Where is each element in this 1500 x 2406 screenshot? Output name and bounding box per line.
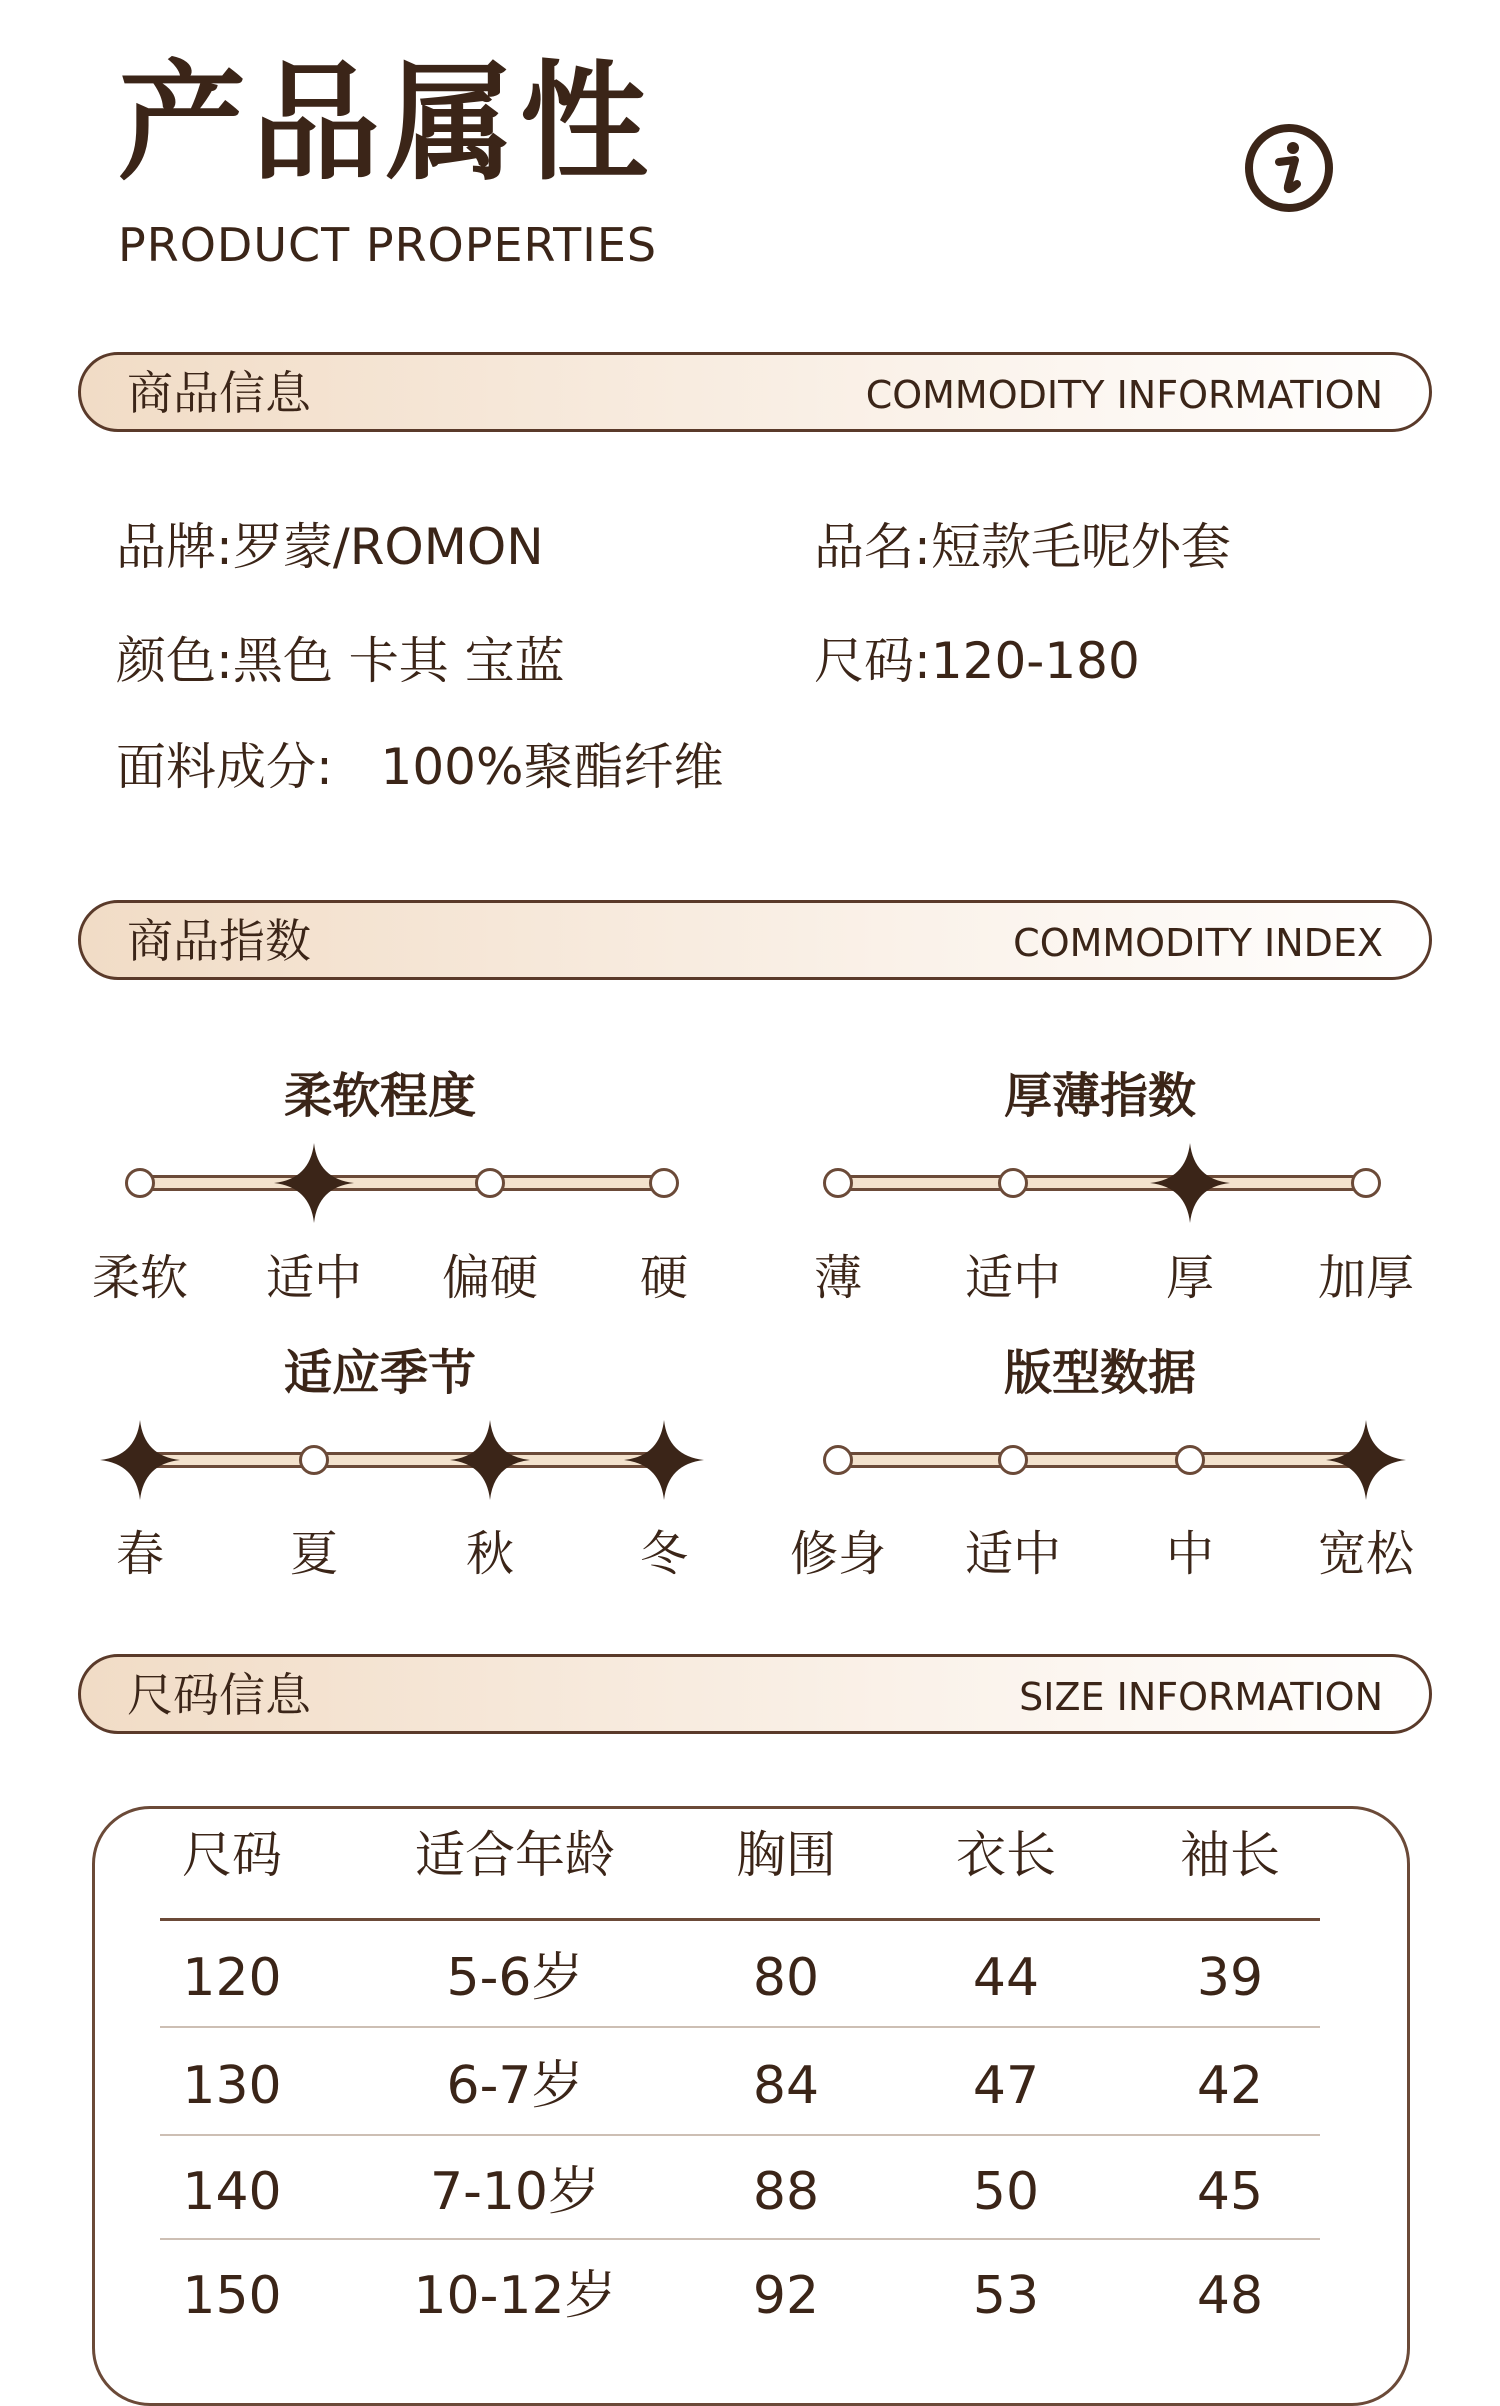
table-cell: 140 [182,2162,282,2222]
section-title-cn: 商品指数 [127,914,311,968]
index-option-label: 宽松 [1317,1526,1415,1582]
index-option-label: 加厚 [1317,1250,1415,1306]
index-dot [299,1445,329,1475]
table-cell: 47 [972,2056,1040,2116]
section-header-commodity-info [78,352,1432,432]
section-title-cn: 商品信息 [127,366,311,420]
table-cell: 88 [752,2162,820,2222]
table-header-cell: 袖长 [1180,1826,1280,1884]
table-cell: 92 [752,2266,820,2326]
index-title: 厚薄指数 [1003,1068,1197,1124]
info-icon[interactable] [1243,122,1335,214]
table-cell: 80 [752,1948,820,2008]
selected-star-icon [448,1418,532,1502]
table-cell: 5-6岁 [446,1948,584,2008]
table-cell: 48 [1196,2266,1264,2326]
page-subtitle: PRODUCT PROPERTIES [118,218,658,272]
index-track [838,1452,1366,1468]
color-text: 颜色:黑色 卡其 宝蓝 [116,632,565,690]
selected-star-icon [1324,1418,1408,1502]
table-header-cell: 胸围 [736,1826,836,1884]
index-option-label: 薄 [813,1250,863,1306]
section-title-en: SIZE INFORMATION [1019,1675,1383,1719]
section-title-cn: 尺码信息 [127,1668,311,1722]
table-cell: 50 [972,2162,1040,2222]
table-cell: 39 [1196,1948,1264,2008]
brand-text: 品牌:罗蒙/ROMON [116,518,544,576]
selected-star-icon [1148,1141,1232,1225]
index-option-label: 修身 [789,1526,887,1582]
table-cell: 6-7岁 [446,2056,584,2116]
selected-star-icon [622,1418,706,1502]
index-dot [998,1445,1028,1475]
table-cell: 84 [752,2056,820,2116]
index-title: 版型数据 [1003,1345,1197,1401]
index-option-label: 冬 [639,1526,689,1582]
section-title-en: COMMODITY INFORMATION [865,373,1383,417]
index-option-label: 适中 [964,1526,1062,1582]
table-cell: 44 [972,1948,1040,2008]
table-divider [160,1918,1320,1921]
selected-star-icon [272,1141,356,1225]
index-dot [1175,1445,1205,1475]
table-cell: 10-12岁 [413,2266,617,2326]
index-option-label: 柔软 [91,1250,189,1306]
table-cell: 53 [972,2266,1040,2326]
index-option-label: 中 [1165,1526,1215,1582]
size-range-text: 尺码:120-180 [814,632,1140,690]
index-option-label: 偏硬 [441,1250,539,1306]
section-header-size-info [78,1654,1432,1734]
index-option-label: 春 [115,1526,165,1582]
table-cell: 150 [182,2266,282,2326]
index-dot [649,1168,679,1198]
table-divider [160,2238,1320,2240]
index-title: 柔软程度 [283,1068,477,1124]
index-dot [998,1168,1028,1198]
index-track [140,1175,664,1191]
fabric-text: 面料成分: 100%聚酯纤维 [116,738,724,796]
index-title: 适应季节 [283,1345,477,1401]
table-divider [160,2134,1320,2136]
index-dot [125,1168,155,1198]
section-title-en: COMMODITY INDEX [1013,921,1383,965]
table-cell: 42 [1196,2056,1264,2116]
table-cell: 7-10岁 [429,2162,601,2222]
index-option-label: 适中 [964,1250,1062,1306]
table-cell: 45 [1196,2162,1264,2222]
index-option-label: 硬 [639,1250,689,1306]
index-track [140,1452,664,1468]
section-header-commodity-index [78,900,1432,980]
table-header-cell: 衣长 [956,1826,1056,1884]
selected-star-icon [98,1418,182,1502]
index-option-label: 适中 [265,1250,363,1306]
index-dot [823,1445,853,1475]
table-divider [160,2026,1320,2028]
index-dot [1351,1168,1381,1198]
product-name-text: 品名:短款毛呢外套 [814,518,1231,576]
index-option-label: 厚 [1165,1250,1215,1306]
table-cell: 120 [182,1948,282,2008]
index-dot [823,1168,853,1198]
index-option-label: 秋 [465,1526,515,1582]
table-header-cell: 尺码 [182,1826,282,1884]
table-header-cell: 适合年龄 [415,1826,615,1884]
index-track [838,1175,1366,1191]
index-dot [475,1168,505,1198]
index-option-label: 夏 [289,1526,339,1582]
page-title: 产品属性 [118,49,655,198]
table-cell: 130 [182,2056,282,2116]
